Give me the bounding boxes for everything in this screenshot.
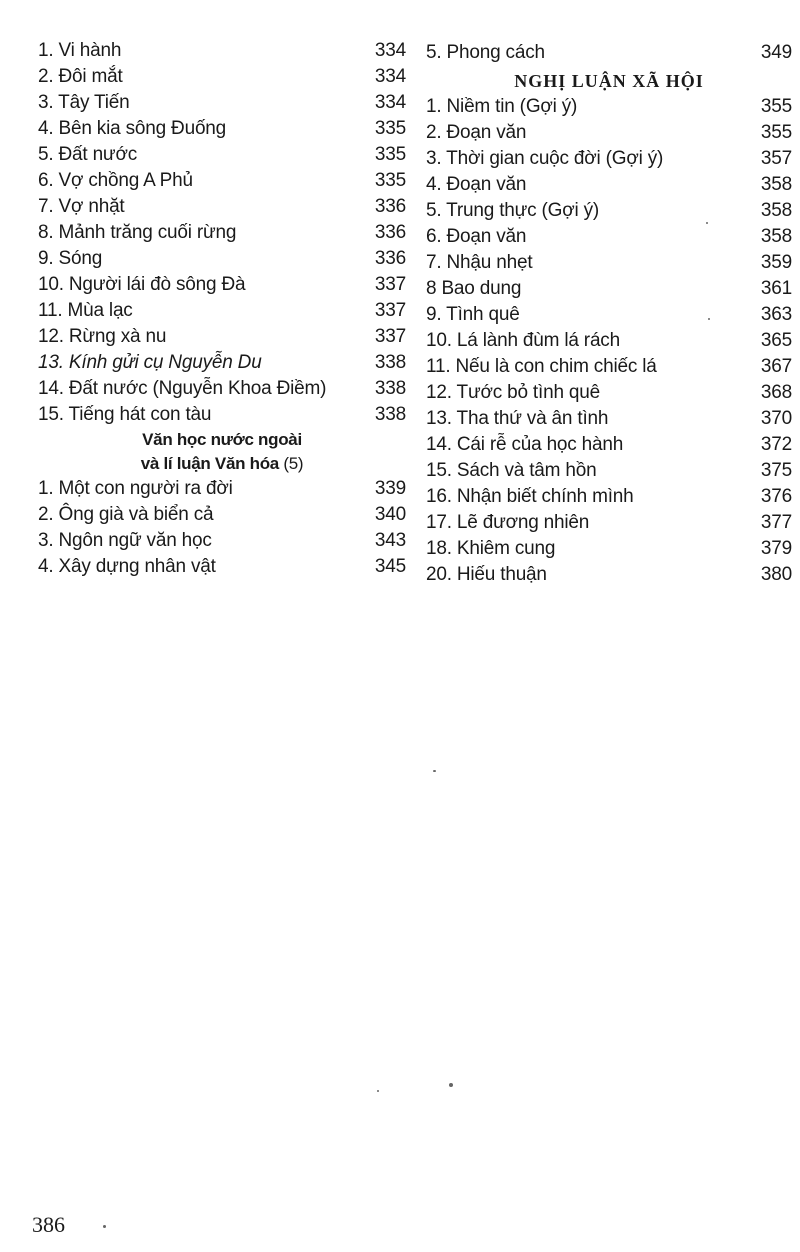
toc-entry <box>426 302 792 328</box>
toc-entry <box>38 38 406 64</box>
toc-entry-page: 349 <box>760 42 792 63</box>
toc-entry-page: 357 <box>760 148 792 169</box>
toc-entry-title: 14. Cái rễ của học hành <box>426 434 624 455</box>
toc-entry <box>426 458 792 484</box>
toc-entry-page: 380 <box>760 564 792 585</box>
toc-entry-title: 9. Tình quê <box>426 304 520 325</box>
toc-entry-page: 376 <box>760 486 792 507</box>
toc-entry-page: 336 <box>374 222 406 243</box>
toc-entry-page: 368 <box>760 382 792 403</box>
toc-entry <box>38 554 406 580</box>
toc-entry <box>426 380 792 406</box>
toc-entry <box>426 120 792 146</box>
toc-entry-title: 11. Mùa lạc <box>38 300 133 321</box>
toc-entry-page: 334 <box>374 92 406 113</box>
toc-left-column <box>38 38 406 580</box>
toc-entry-page: 379 <box>760 538 792 559</box>
toc-entry-title: 3. Thời gian cuộc đời (Gợi ý) <box>426 148 664 169</box>
section-heading-social-essay: NGHỊ LUẬN XÃ HỘI <box>514 71 704 91</box>
toc-entry-page: 340 <box>374 504 406 525</box>
toc-entry-page: 335 <box>374 118 406 139</box>
toc-entry <box>38 90 406 116</box>
toc-entry-page: 338 <box>374 352 406 373</box>
toc-entry <box>426 354 792 380</box>
toc-entry <box>38 502 406 528</box>
toc-entry <box>38 64 406 90</box>
section-heading-line1: Văn học nước ngoài <box>142 430 302 449</box>
toc-entry <box>38 142 406 168</box>
toc-entry-title: 12. Rừng xà nu <box>38 326 167 347</box>
toc-entry-title: 10. Người lái đò sông Đà <box>38 274 246 295</box>
toc-entry-page: 367 <box>760 356 792 377</box>
toc-entry-title: 15. Sách và tâm hồn <box>426 460 597 481</box>
toc-entry-page: 358 <box>760 200 792 221</box>
toc-entry-title: 9. Sóng <box>38 248 103 269</box>
toc-entry-title: 2. Đoạn văn <box>426 122 527 143</box>
toc-entry-page: 361 <box>760 278 792 299</box>
toc-entry-page: 335 <box>374 144 406 165</box>
toc-entry-page: 338 <box>374 404 406 425</box>
scan-speck <box>103 1225 106 1228</box>
toc-entry-page: 339 <box>374 478 406 499</box>
toc-entry-title: 5. Đất nước <box>38 144 138 165</box>
toc-entry-page: 337 <box>374 274 406 295</box>
toc-entry <box>426 510 792 536</box>
toc-entry <box>426 250 792 276</box>
toc-entry-title: 18. Khiêm cung <box>426 538 556 559</box>
toc-entry <box>426 40 792 66</box>
toc-entry <box>38 476 406 502</box>
toc-entry-title: 2. Đôi mắt <box>38 66 123 87</box>
toc-entry-title: 7. Vợ nhặt <box>38 196 125 217</box>
toc-entry-title: 13. Tha thứ và ân tình <box>426 408 609 429</box>
toc-list-social <box>426 94 792 588</box>
toc-entry-page: 355 <box>760 96 792 117</box>
section-heading-count: (5) <box>283 454 304 473</box>
toc-entry-title: 20. Hiếu thuận <box>426 564 547 585</box>
toc-entry <box>426 432 792 458</box>
toc-entry <box>426 562 792 588</box>
toc-entry-page: 335 <box>374 170 406 191</box>
toc-entry-title: 12. Tước bỏ tình quê <box>426 382 600 403</box>
toc-entry-page: 334 <box>374 66 406 87</box>
toc-entry-page: 338 <box>374 378 406 399</box>
toc-entry <box>38 168 406 194</box>
toc-entry <box>38 194 406 220</box>
toc-entry-title: 15. Tiếng hát con tàu <box>38 404 212 425</box>
toc-entry <box>38 376 406 402</box>
toc-entry <box>426 146 792 172</box>
toc-entry <box>426 536 792 562</box>
toc-entry-page: 336 <box>374 196 406 217</box>
toc-entry-page: 343 <box>374 530 406 551</box>
toc-entry-title: 10. Lá lành đùm lá rách <box>426 330 620 351</box>
toc-entry-title: 8. Mảnh trăng cuối rừng <box>38 222 237 243</box>
toc-entry-page: 345 <box>374 556 406 577</box>
toc-entry-title: 7. Nhậu nhẹt <box>426 252 533 273</box>
toc-entry-title: 5. Phong cách <box>426 42 545 63</box>
toc-entry-page: 363 <box>760 304 792 325</box>
toc-entry <box>426 276 792 302</box>
toc-entry <box>426 198 792 224</box>
toc-list-foreign <box>38 476 406 580</box>
toc-entry-title: 13. Kính gửi cụ Nguyễn Du <box>38 352 262 373</box>
toc-entry-title: 3. Tây Tiến <box>38 92 130 113</box>
toc-entry-page: 375 <box>760 460 792 481</box>
toc-entry-page: 359 <box>760 252 792 273</box>
toc-entry-page: 370 <box>760 408 792 429</box>
toc-right-column <box>426 38 792 588</box>
toc-entry <box>38 116 406 142</box>
toc-entry <box>426 172 792 198</box>
toc-entry-page: 355 <box>760 122 792 143</box>
toc-entry-title: 17. Lẽ đương nhiên <box>426 512 590 533</box>
toc-entry-title: 3. Ngôn ngữ văn học <box>38 530 212 551</box>
toc-entry-page: 377 <box>760 512 792 533</box>
toc-entry <box>38 272 406 298</box>
toc-entry <box>38 350 406 376</box>
toc-entry <box>38 220 406 246</box>
scan-speck <box>706 222 708 224</box>
toc-entry-title: 8 Bao dung <box>426 278 522 299</box>
toc-entry <box>38 298 406 324</box>
toc-entry <box>426 94 792 120</box>
toc-entry-page: 372 <box>760 434 792 455</box>
toc-entry-page: 334 <box>374 40 406 61</box>
toc-entry-page: 337 <box>374 326 406 347</box>
toc-entry <box>426 406 792 432</box>
toc-entry-title: 4. Xây dựng nhân vật <box>38 556 216 577</box>
toc-entry <box>426 328 792 354</box>
toc-entry-page: 336 <box>374 248 406 269</box>
toc-entry <box>38 246 406 272</box>
scan-speck <box>433 770 436 772</box>
toc-entry <box>38 402 406 428</box>
toc-entry-title: 1. Vi hành <box>38 40 122 61</box>
section-heading-theory <box>38 452 406 476</box>
toc-entry-title: 14. Đất nước (Nguyễn Khoa Điềm) <box>38 378 327 399</box>
toc-entry <box>426 484 792 510</box>
toc-entry-title: 4. Bên kia sông Đuống <box>38 118 227 139</box>
scan-speck <box>708 318 710 320</box>
toc-entry-title: 1. Một con người ra đời <box>38 478 233 499</box>
toc-entry-page: 337 <box>374 300 406 321</box>
toc-entry <box>38 528 406 554</box>
toc-list-literature <box>38 38 406 428</box>
scan-speck <box>377 1090 379 1092</box>
page-number: 386 <box>32 1212 65 1237</box>
toc-entry-title: 6. Đoạn văn <box>426 226 527 247</box>
toc-entry-title: 2. Ông già và biển cả <box>38 504 214 525</box>
toc-entry-title: 4. Đoạn văn <box>426 174 527 195</box>
section-heading-line2: và lí luận Văn hóa <box>140 454 279 473</box>
toc-entry-title: 11. Nếu là con chim chiếc lá <box>426 356 657 377</box>
toc-entry-title: 1. Niềm tin (Gợi ý) <box>426 96 578 117</box>
toc-entry-title: 5. Trung thực (Gợi ý) <box>426 200 600 221</box>
section-heading-foreign-literature <box>38 428 406 452</box>
toc-entry-page: 358 <box>760 174 792 195</box>
toc-entry-title: 6. Vợ chồng A Phủ <box>38 170 193 191</box>
toc-entry-page: 358 <box>760 226 792 247</box>
scan-speck <box>449 1083 453 1087</box>
toc-entry <box>426 224 792 250</box>
toc-entry-page: 365 <box>760 330 792 351</box>
toc-entry <box>38 324 406 350</box>
toc-entry-title: 16. Nhận biết chính mình <box>426 486 634 507</box>
